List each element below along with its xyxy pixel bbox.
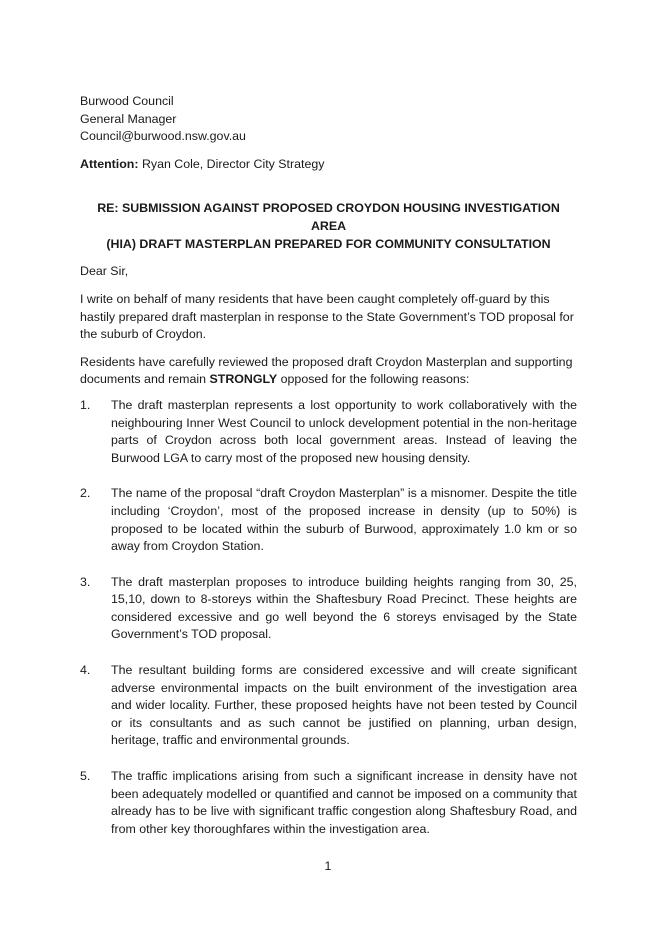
list-item-text: The traffic implications arising from such a significant increase in density have not been adequately modelled or quantified and cannot be imposed on a community that already has to be live with significant traffic congestion along Shaftesbury Road, and from other key thoroughfares within the investigation area. — [111, 769, 577, 836]
attention-label: Attention: — [80, 156, 139, 171]
reasons-list — [80, 397, 577, 838]
subject-heading — [80, 199, 577, 253]
page-number: 1 — [324, 859, 332, 873]
review-paragraph-after: opposed for the following reasons: — [277, 372, 470, 387]
list-item-text: The draft masterplan proposes to introduce building heights ranging from 30, 25, 15,10, down to 8-storeys within the Shaftesbury Road Precinct. These heights are considered excessive and go well beyond the 6 storeys envisaged by the State Government’s TOD proposal. — [111, 574, 577, 642]
list-item — [80, 485, 577, 555]
list-item-number: 4. — [80, 663, 91, 678]
list-item-number: 1. — [80, 397, 91, 412]
list-item — [80, 768, 577, 838]
list-item-text: The draft masterplan represents a lost opportunity to work collaboratively with the neighbouring Inner West Council to unlock development potential in the non-heritage parts of Croydon across both local government areas. Instead of leaving the Burwood LGA to carry most of the proposed new housing density. — [111, 397, 577, 465]
list-item — [80, 574, 577, 644]
attention-value: Ryan Cole, Director City Strategy — [138, 156, 325, 171]
list-item-text: The name of the proposal “draft Croydon Masterplan” is a misnomer. Despite the title including ‘Croydon’, most of the proposed increase in density (up to 50%) is proposed to be located within the suburb of Burwood, approximately 1.0 km or so away from Croydon Station. — [111, 486, 577, 554]
list-item-number: 2. — [80, 486, 91, 501]
review-paragraph-emphasis: STRONGLY — [209, 372, 278, 387]
recipient-address — [80, 93, 577, 146]
attention-line — [80, 156, 577, 174]
subject-heading-line-1: RE: SUBMISSION AGAINST PROPOSED CROYDON HOUSING INVESTIGATION AREA — [97, 201, 560, 234]
letter-body — [80, 93, 577, 856]
salutation: Dear Sir, — [80, 264, 129, 279]
list-item-number: 3. — [80, 574, 91, 589]
recipient-name: Burwood Council — [80, 94, 174, 108]
list-item — [80, 397, 577, 467]
subject-heading-line-2: (HIA) DRAFT MASTERPLAN PREPARED FOR COMMUNITY CONSULTATION — [106, 237, 551, 252]
recipient-title: General Manager — [80, 111, 177, 126]
review-paragraph-before: Residents have carefully reviewed the proposed draft Croydon Masterplan and supporting documents and remain — [80, 354, 573, 387]
list-item-number: 5. — [80, 769, 91, 784]
intro-paragraph: I write on behalf of many residents that have been caught completely off-guard by this hastily prepared draft masterplan in response to the State Government’s TOD proposal for the suburb of Croydon. — [80, 291, 574, 342]
list-item — [80, 662, 577, 750]
review-paragraph — [80, 354, 577, 389]
list-item-text: The resultant building forms are considered excessive and will create significant adverse environmental impacts on the built environment of the investigation area and wider locality. Further, these proposed heights have not been tested by Council or its consultants and as such cannot be justified on planning, urban design, heritage, traffic and environmental grounds. — [111, 663, 577, 748]
recipient-email: Council@burwood.nsw.gov.au — [80, 129, 246, 144]
